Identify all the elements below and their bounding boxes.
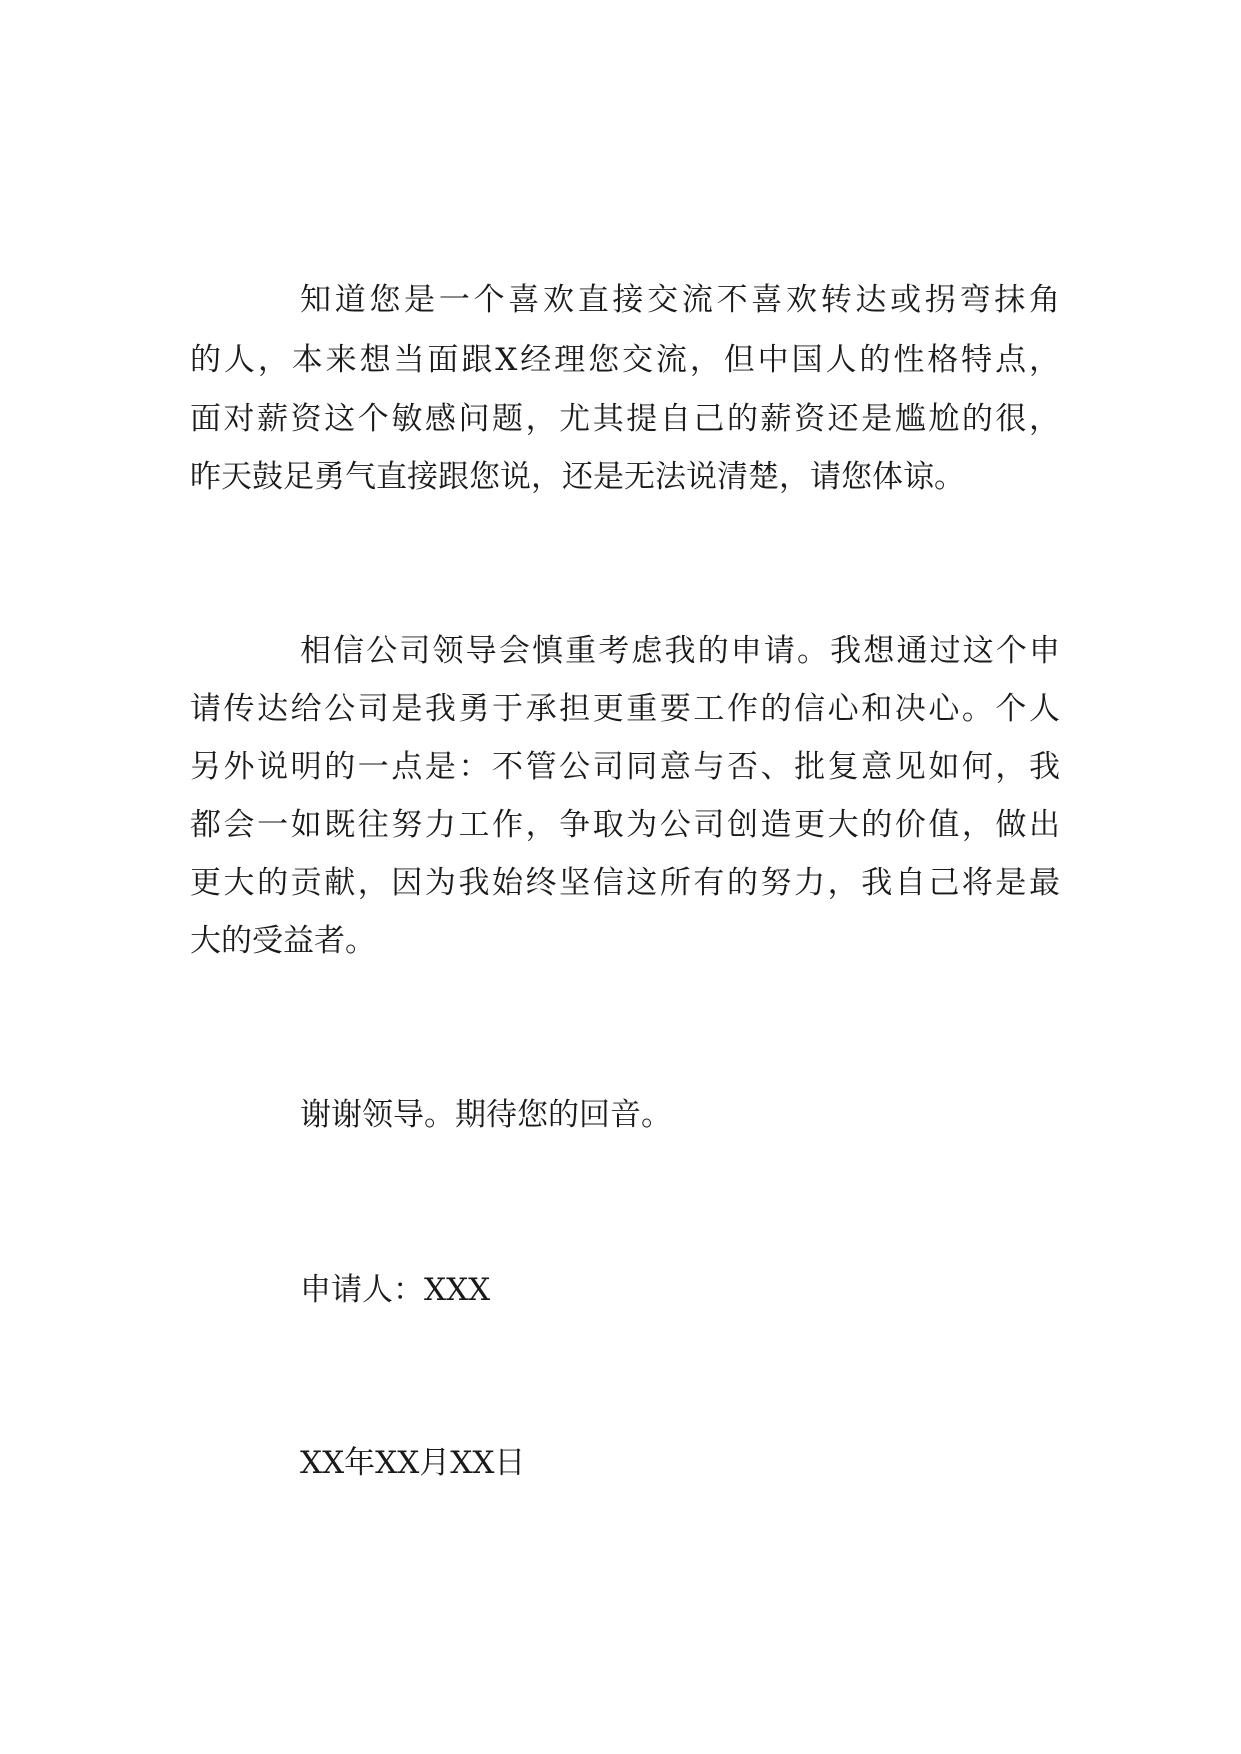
paragraph-line: 知道您是一个喜欢直接交流不喜欢转达或拐弯抹角 [300, 282, 1060, 318]
applicant-signature: 申请人：XXX [300, 1272, 491, 1308]
paragraph-line: 另外说明的一点是：不管公司同意与否、批复意见如何，我 [190, 749, 1060, 785]
paragraph-line: 都会一如既往努力工作，争取为公司创造更大的价值，做出 [190, 807, 1060, 843]
paragraph-line: 相信公司领导会慎重考虑我的申请。我想通过这个申 [300, 633, 1060, 669]
paragraph-line: 昨天鼓足勇气直接跟您说，还是无法说清楚，请您体谅。 [190, 459, 965, 495]
paragraph-line: 的人，本来想当面跟X经理您交流，但中国人的性格特点， [190, 342, 1060, 378]
paragraph-line: 大的受益者。 [190, 923, 376, 959]
signature-date: XX年XX月XX日 [300, 1445, 526, 1481]
paragraph-line: 更大的贡献，因为我始终坚信这所有的努力，我自己将是最 [190, 865, 1060, 901]
closing-thanks: 谢谢领导。期待您的回音。 [300, 1097, 672, 1133]
paragraph-line: 请传达给公司是我勇于承担更重要工作的信心和决心。个人 [190, 691, 1060, 727]
paragraph-line: 面对薪资这个敏感问题，尤其提自己的薪资还是尴尬的很， [190, 401, 1060, 437]
